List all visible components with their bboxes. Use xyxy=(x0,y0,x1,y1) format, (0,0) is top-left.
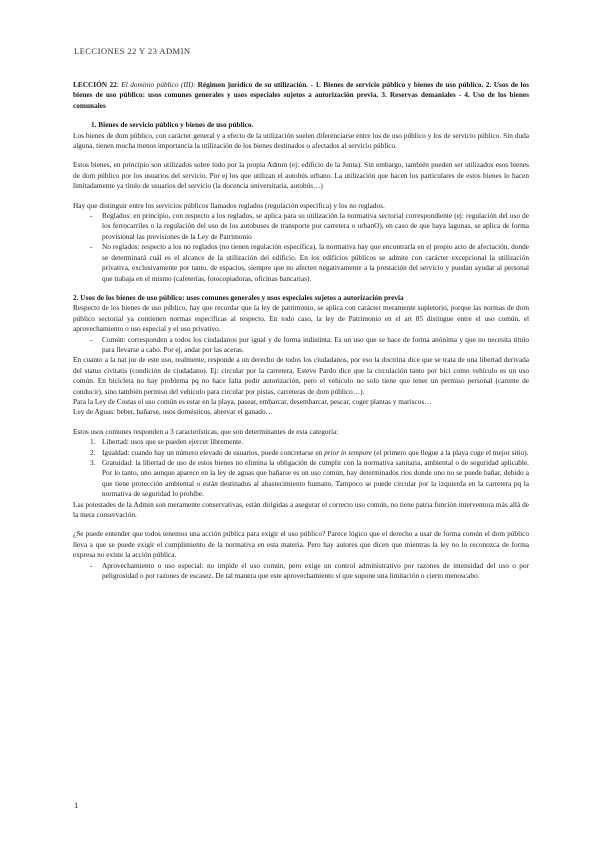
document-body xyxy=(73,80,529,581)
list-item: - Aprovechamiento o uso especial: no impide el uso común, pero exige un control administrativo por razones de intensidad del uso o por peligrosidad o por razones de escasez. De tal manera que este aprovechamiento sí que supone una limitación o cierto menoscabo. xyxy=(73,561,529,582)
lesson-colon: : xyxy=(193,80,198,89)
section-2-heading: 2. Usos de los bienes de uso público: usos comunes generales y usos especiales sujetos a autorización previa xyxy=(73,292,404,302)
lesson-title xyxy=(73,80,529,111)
section-2-paragraph: Respecto de los bienes de uso público, hay que recordar que la ley de patrimonio, se aplica con carácter meramente supletorio, porque las normas de dom público sectorial ya contienen normas específicas al respecto. En todo caso, la ley de Patrimonio en el art 85 distingue entre el uso común, el aprovechamiento o uso especial y el uso privativo. xyxy=(73,303,529,334)
section-2-paragraph: Las potestades de la Admin son meramente conservativas, están dirigidas a asegurar el correcto uso común, no tiene patria función interventora más allá de la mera conservación. xyxy=(73,499,529,520)
section-2-paragraph: Estos usos comunes responden a 3 características, que son determinantes de esta categoría: xyxy=(73,426,339,436)
common-use-list xyxy=(73,335,529,356)
lesson-label: LECCIÓN 22 xyxy=(73,80,117,89)
running-header: LECCIONES 22 Y 23 ADMIN xyxy=(74,46,191,56)
section-1-paragraph: Estos bienes, en principio son utilizados sobre todo por la propia Admin (ej: edificio de la Junta). Sin embargo, también pueden ser utilizados esos bienes de dom público por los usuarios del servicio. Por ej los que utilizan el autobús urbano. La utilización que hacen los particulares de estos bienes lo hacen limitadamente ya título de usuarios del servicio (la docencia universitaria, autobús…) xyxy=(73,160,529,191)
section-1-paragraph: Los bienes de dom público, con carácter general y a efecto de la utilización suelen diferenciarse entre los de uso público y los de servicio público. Sin duda alguna, tienen mucha menos importancia la utilización de los bienes destinados o afectados al servicio público. xyxy=(73,130,529,151)
list-item: - No reglados: respecto a los no reglados (no tienen regulación específica), la normativa hay que encontrarla en el propio acto de afectación, donde se determinará cuál es el alcance de la utilización del edificio. En los edificios públicos se admite con carácter excepcional la utilización privativa, exclusivamente por tanto, de espacios, siempre que no afecten negativamente a la prestación del servicio y puedan ayudar al personal que trabaja en el mismo (cafeterías, fotocopiadoras, oficinas bancarias). xyxy=(73,242,529,284)
characteristics-list xyxy=(73,437,529,499)
list-item: 2. Igualdad: cuando hay un número elevado de usuarios, puede concretarse en prior in tempore (el primero que llegue a la playa coge el mejor sitio). xyxy=(90,447,529,457)
lesson-topics: Régimen jurídico de su utilización. - 1. Bienes de servicio público y bienes de uso público. 2. Usos de los bienes de uso público: usos comunes generales y usos especiales sujetos a autorización previa. 3. Reservas demaniales - 4. Uso de los bienes comunales xyxy=(73,80,530,110)
lesson-subtitle: El dominio público (III) xyxy=(121,80,194,89)
special-use-list xyxy=(73,561,529,582)
page-number: 1 xyxy=(74,800,79,810)
list-item: 1. Libertad: usos que se pueden ejercer libremente. xyxy=(90,437,244,447)
lesson-sep: : xyxy=(116,80,122,89)
list-item: - Reglados: en principio, con respecto a los reglados, se aplica para su utilización la normativa sectorial correspondiente (ej: regulación del uso de los ferrocarriles o la regulación del uso de los autobuses de transporte por carretera o urbanO), en caso de que haya lagunas, se aplica de forma provisional las previsiones de la Ley de Patrimonio xyxy=(73,211,529,242)
list-item: - Común: corresponden a todos los ciudadanos por igual y de forma indistinta. Es un uso que se hace de forma anónima y que no necesita título para llevarse a cabo. Por ej, andar por las aceras. xyxy=(73,335,529,356)
section-2-paragraph: En cuanto a la nat jur de este uso, realmente, responde a un derecho de todos los ciudadanos, por eso la doctrina dice que se trata de una libertad derivada del status civitatis (condición de ciudadano). Ej: circular por la carretera, Esteve Pardo dice que la circulación tanto por bici como vehículo es un uso común. En bicicleta no hay problema pq no hace falta pedir autorización, pero el vehículo no solo tiene que tener un permiso personal (carente de conducir), sino también permiso del vehículo para circular por pistas, carreteras de dom público…). xyxy=(73,355,529,396)
section-2-paragraph: Para la Ley de Costas el uso común es estar en la playa, pasear, embarcar, desembarcar, pescar, coger plantas y mariscos… xyxy=(73,396,432,406)
service-types-list xyxy=(73,211,529,284)
section-2-paragraph: ¿Se puede entender que todos tenemos una acción pública para exigir el uso público? Parece lógico que el derecho a usar de forma común el dom público lleva a que se puede exigir el cumplimiento de la normativa en esta materia. Pero hay autores que dicen que mientras la ley no lo reconozca de forma expresa no existe la acción pública. xyxy=(73,529,529,560)
section-1-paragraph: Hay que distinguir entre los servicios públicos llamados reglados (regulación específica) y los no reglados. xyxy=(73,200,385,210)
section-1-heading: 1. Bienes de servicio público y bienes de uso público. xyxy=(91,120,254,130)
section-2-paragraph: Ley de Aguas: beber, bañarse, usos domésticos, abrevar el ganado… xyxy=(73,407,273,417)
list-item: 3. Gratuidad: la libertad de uso de estos bienes no elimina la obligación de cumplir con la normativa sanitaria, ambiental o de seguridad aplicable. Por lo tanto, uno aunque aparece en la ley de aguas que bañarse es un uso común, hay determinados ríos donde uno no se puede bañar, debido a que tiene protección ambiental o están destinados al abastecimiento humano. Tampoco se puede circular por la izquierda en la carretera pq la normativa de seguridad lo prohíbe. xyxy=(90,458,529,499)
